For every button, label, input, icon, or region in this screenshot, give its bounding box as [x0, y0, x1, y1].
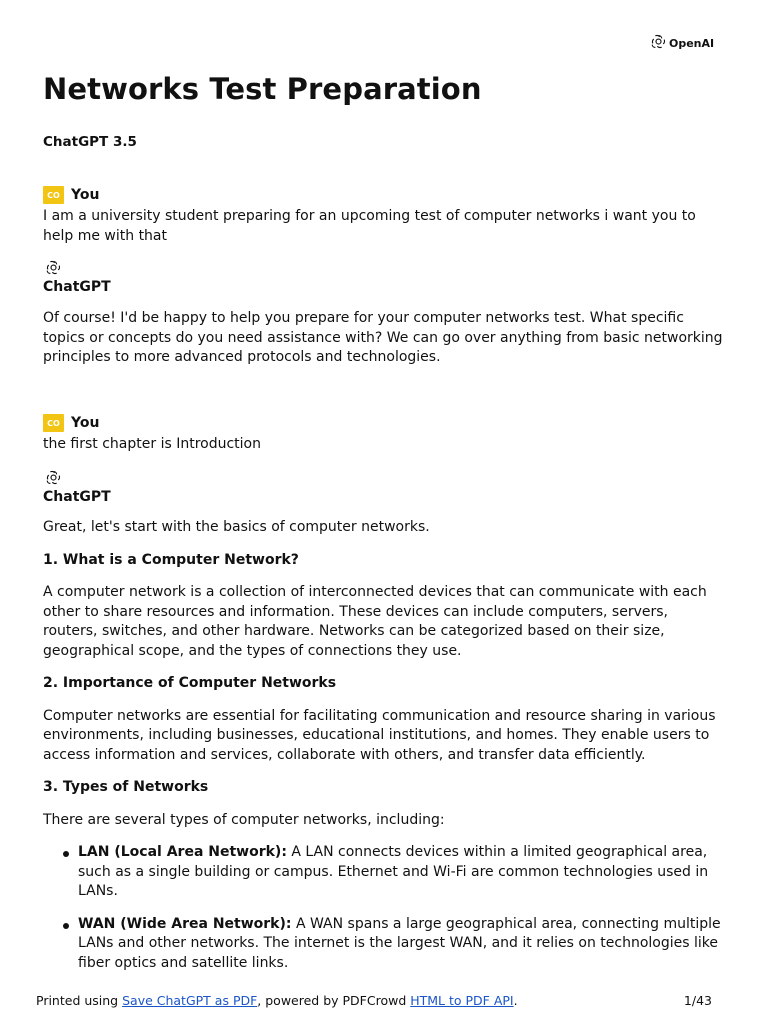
- section-heading: 2. Importance of Computer Networks: [43, 675, 337, 691]
- chatgpt-icon: [43, 470, 723, 485]
- assistant-message-text: Of course! I'd be happy to help you prepare for your computer networks test. What specific topics or concepts do you need assistance with? We can go over anything from basic networking principles to more advanced protocols and technologies.: [43, 310, 723, 365]
- openai-logo: [651, 34, 714, 52]
- openai-icon: [651, 34, 666, 52]
- user-name: You: [71, 415, 100, 431]
- user-message-2: [43, 414, 723, 455]
- page-title: Networks Test Preparation: [43, 72, 482, 106]
- intro-text: Great, let's start with the basics of computer networks.: [43, 519, 430, 535]
- footer-credit: [36, 993, 518, 1008]
- brand-label: OpenAI: [669, 36, 715, 50]
- user-header: [43, 186, 723, 204]
- list-item: [43, 843, 723, 902]
- assistant-message-2: [43, 470, 723, 973]
- list-item: [43, 915, 723, 974]
- assistant-name: ChatGPT: [43, 489, 111, 505]
- list-item-term: WAN (Wide Area Network):: [78, 915, 292, 932]
- avatar: CO: [43, 186, 64, 204]
- save-chatgpt-link[interactable]: Save ChatGPT as PDF: [122, 993, 258, 1008]
- footer: [36, 993, 712, 1008]
- footer-suffix: .: [513, 993, 518, 1008]
- section-heading: 1. What is a Computer Network?: [43, 551, 299, 568]
- user-message-text: I am a university student preparing for an upcoming test of computer networks i want you to help me with that: [43, 208, 696, 244]
- assistant-message-1: [43, 260, 723, 368]
- section-paragraph: There are several types of computer networks, including:: [43, 811, 445, 828]
- user-message-text: the first chapter is Introduction: [43, 436, 261, 452]
- user-name: You: [71, 187, 100, 203]
- list-item-desc: A WAN spans a large geographical area, connecting multiple LANs and other networks. The internet is the largest WAN, and it relies on technologies like fiber optics and satellite links.: [78, 915, 721, 971]
- avatar: CO: [43, 414, 64, 432]
- assistant-name: ChatGPT: [43, 279, 111, 295]
- user-message-1: [43, 186, 723, 246]
- user-header: [43, 414, 723, 432]
- list-item-desc: A LAN connects devices within a limited geographical area, such as a single building or campus. Ethernet and Wi-Fi are common technologies used in LANs.: [78, 844, 709, 899]
- network-types-list: [43, 843, 723, 973]
- section-heading: 3. Types of Networks: [43, 779, 209, 795]
- section-paragraph: A computer network is a collection of interconnected devices that can communicate with each other to share resources and information. These devices can include computers, servers, routers, switches, and other hardware. Networks can be categorized based on their size, geographical scope, and the types of connections they use.: [43, 584, 707, 659]
- list-item-term: LAN (Local Area Network):: [78, 844, 287, 860]
- chatgpt-icon: [43, 260, 723, 275]
- footer-middle: , powered by PDFCrowd: [257, 993, 411, 1008]
- model-label: ChatGPT 3.5: [43, 134, 137, 150]
- footer-prefix: Printed using: [36, 993, 123, 1008]
- page-number: 1/43: [683, 993, 712, 1008]
- section-paragraph: Computer networks are essential for facilitating communication and resource sharing in various environments, including businesses, educational institutions, and homes. They enable users to access information and services, collaborate with others, and transfer data efficiently.: [43, 707, 716, 763]
- html-to-pdf-link[interactable]: HTML to PDF API: [410, 993, 514, 1008]
